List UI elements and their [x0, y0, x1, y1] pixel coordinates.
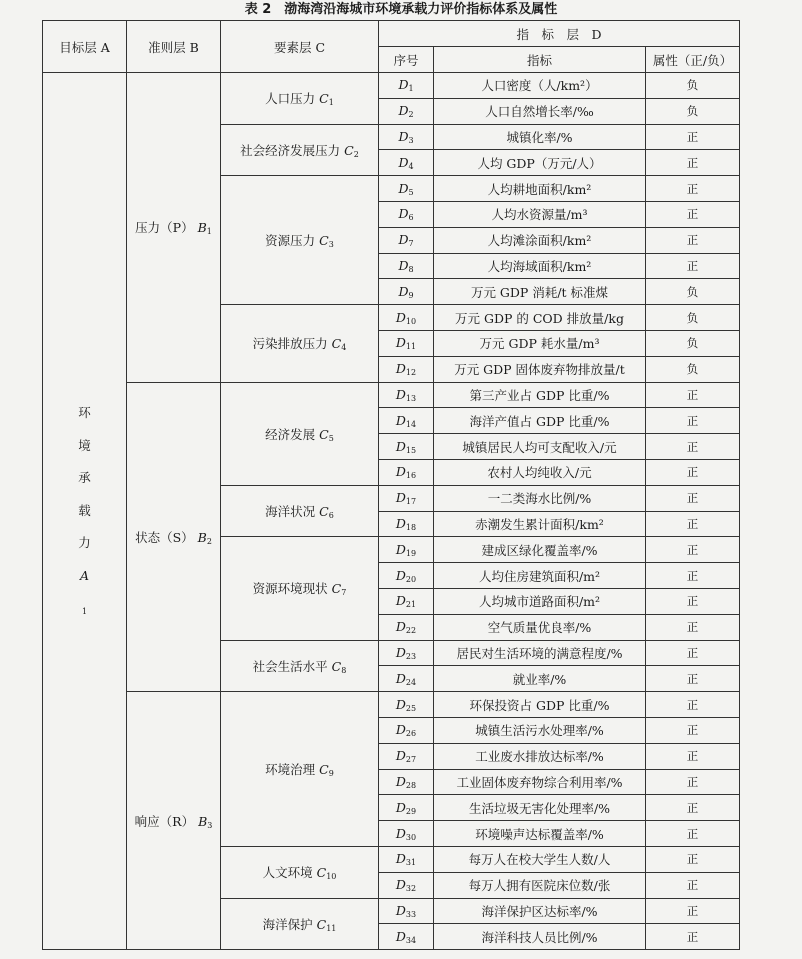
- code-subscript: 28: [405, 780, 417, 790]
- code-letter: D: [398, 180, 409, 196]
- table-row: [43, 692, 740, 718]
- code-letter: D: [395, 464, 406, 480]
- target-cell: [43, 73, 127, 950]
- code-letter: C: [319, 762, 329, 778]
- code-subscript: 11: [405, 342, 417, 352]
- attribute-cell: 正: [646, 640, 740, 666]
- header-attribute: 属性（正/负）: [646, 47, 740, 73]
- seq-cell: [379, 227, 434, 253]
- seq-cell: [379, 692, 434, 718]
- element-cell: [221, 382, 379, 485]
- code-letter: D: [395, 309, 406, 325]
- seq-cell: [379, 563, 434, 589]
- code-letter: D: [395, 799, 406, 815]
- indicator-cell: 空气质量优良率/%: [434, 614, 646, 640]
- attribute-cell: 正: [646, 563, 740, 589]
- indicator-cell: 人均耕地面积/km²: [434, 176, 646, 202]
- indicator-cell: 人均海域面积/km²: [434, 253, 646, 279]
- header-criterion: 准则层 B: [127, 21, 221, 73]
- indicator-cell: 海洋科技人员比例/%: [434, 924, 646, 950]
- indicator-cell: 海洋产值占 GDP 比重/%: [434, 408, 646, 434]
- indicator-cell: 工业固体废弃物综合利用率/%: [434, 769, 646, 795]
- code-letter: D: [395, 541, 406, 557]
- code-letter: C: [316, 865, 327, 881]
- attribute-cell: 正: [646, 382, 740, 408]
- indicator-cell: 人均水资源量/m³: [434, 201, 646, 227]
- code-subscript: 1: [328, 98, 334, 108]
- seq-cell: [379, 459, 434, 485]
- code-subscript: 33: [405, 909, 417, 919]
- attribute-cell: 正: [646, 666, 740, 692]
- indicator-cell: 环保投资占 GDP 比重/%: [434, 692, 646, 718]
- seq-cell: [379, 846, 434, 872]
- criterion-cell: [127, 692, 221, 950]
- code-letter: D: [395, 722, 406, 738]
- seq-cell: [379, 666, 434, 692]
- indicator-cell: 城镇化率/%: [434, 124, 646, 150]
- code-subscript: 1: [206, 227, 212, 237]
- attribute-cell: 正: [646, 692, 740, 718]
- target-char: 承: [78, 470, 91, 486]
- code-subscript: 23: [405, 651, 417, 661]
- code-subscript: 26: [405, 729, 417, 739]
- code-letter: D: [395, 877, 406, 893]
- code-letter: D: [398, 206, 409, 222]
- code-subscript: 34: [405, 935, 417, 945]
- code-subscript: 24: [405, 677, 417, 687]
- element-cell: [221, 692, 379, 847]
- indicator-cell: 万元 GDP 固体废弃物排放量/t: [434, 356, 646, 382]
- indicator-cell: 人均滩涂面积/km²: [434, 227, 646, 253]
- code-subscript: 7: [408, 239, 414, 249]
- code-letter: D: [395, 644, 406, 660]
- element-cell: [221, 846, 379, 898]
- criterion-label: 响应（R）: [134, 813, 195, 829]
- target-code: [43, 560, 126, 625]
- code-letter: D: [398, 283, 409, 299]
- code-subscript: 2: [353, 149, 359, 159]
- code-subscript: 29: [405, 806, 417, 816]
- code-subscript: 27: [405, 755, 417, 765]
- attribute-cell: 正: [646, 434, 740, 460]
- seq-cell: [379, 330, 434, 356]
- code-subscript: 4: [408, 161, 414, 171]
- seq-cell: [379, 872, 434, 898]
- target-char: 环: [78, 405, 91, 421]
- indicator-cell: 每万人在校大学生人数/人: [434, 846, 646, 872]
- element-label: 环境治理: [265, 762, 316, 778]
- code-letter: D: [395, 386, 406, 402]
- attribute-cell: 正: [646, 253, 740, 279]
- indicator-table: [42, 20, 740, 950]
- code-subscript: 31: [405, 858, 417, 868]
- code-subscript: 17: [405, 497, 417, 507]
- indicator-cell: 万元 GDP 耗水量/m³: [434, 330, 646, 356]
- attribute-cell: 正: [646, 227, 740, 253]
- code-letter: C: [319, 504, 329, 520]
- code-subscript: 10: [326, 872, 337, 882]
- indicator-cell: 第三产业占 GDP 比重/%: [434, 382, 646, 408]
- attribute-cell: 正: [646, 795, 740, 821]
- code-letter: A: [79, 567, 90, 583]
- attribute-cell: 负: [646, 279, 740, 305]
- seq-cell: [379, 176, 434, 202]
- code-letter: C: [319, 426, 329, 442]
- code-letter: D: [395, 902, 406, 918]
- element-cell: [221, 73, 379, 125]
- element-cell: [221, 537, 379, 640]
- code-letter: D: [395, 825, 406, 841]
- code-subscript: 3: [207, 820, 213, 830]
- seq-cell: [379, 253, 434, 279]
- criterion-cell: [127, 73, 221, 383]
- code-letter: D: [395, 515, 406, 531]
- code-subscript: 16: [405, 471, 417, 481]
- code-subscript: 18: [405, 522, 417, 532]
- seq-cell: [379, 511, 434, 537]
- code-subscript: 4: [341, 343, 347, 353]
- seq-cell: [379, 743, 434, 769]
- attribute-cell: 正: [646, 176, 740, 202]
- code-letter: D: [395, 928, 406, 944]
- code-subscript: 14: [405, 419, 417, 429]
- seq-cell: [379, 124, 434, 150]
- seq-cell: [379, 201, 434, 227]
- seq-cell: [379, 769, 434, 795]
- indicator-cell: 农村人均纯收入/元: [434, 459, 646, 485]
- attribute-cell: 正: [646, 201, 740, 227]
- code-letter: D: [398, 128, 409, 144]
- code-subscript: 22: [405, 626, 417, 636]
- seq-cell: [379, 485, 434, 511]
- code-letter: C: [344, 142, 354, 158]
- table-row: [43, 382, 740, 408]
- attribute-cell: 正: [646, 769, 740, 795]
- code-letter: D: [395, 851, 406, 867]
- element-cell: [221, 485, 379, 537]
- code-subscript: 19: [405, 548, 417, 558]
- indicator-cell: 居民对生活环境的满意程度/%: [434, 640, 646, 666]
- code-letter: D: [398, 232, 409, 248]
- code-subscript: 12: [405, 368, 417, 378]
- code-letter: D: [395, 748, 406, 764]
- element-cell: [221, 305, 379, 382]
- indicator-cell: 建成区绿化覆盖率/%: [434, 537, 646, 563]
- code-letter: C: [331, 581, 342, 597]
- attribute-cell: 正: [646, 872, 740, 898]
- attribute-cell: 正: [646, 485, 740, 511]
- code-letter: D: [395, 773, 406, 789]
- indicator-cell: 万元 GDP 的 COD 排放量/kg: [434, 305, 646, 331]
- seq-cell: [379, 588, 434, 614]
- code-letter: D: [398, 257, 409, 273]
- attribute-cell: 正: [646, 588, 740, 614]
- seq-cell: [379, 408, 434, 434]
- seq-cell: [379, 640, 434, 666]
- indicator-cell: 城镇生活污水处理率/%: [434, 717, 646, 743]
- indicator-cell: 一二类海水比例/%: [434, 485, 646, 511]
- indicator-cell: 人均 GDP（万元/人）: [434, 150, 646, 176]
- element-label: 人口压力: [265, 91, 316, 107]
- indicator-cell: 生活垃圾无害化处理率/%: [434, 795, 646, 821]
- element-cell: [221, 176, 379, 305]
- code-letter: D: [395, 490, 406, 506]
- code-letter: D: [395, 412, 406, 428]
- code-subscript: 1: [81, 607, 88, 617]
- seq-cell: [379, 614, 434, 640]
- code-letter: C: [331, 658, 342, 674]
- header-element: 要素层 C: [221, 21, 379, 73]
- seq-cell: [379, 356, 434, 382]
- code-subscript: 13: [405, 393, 417, 403]
- code-subscript: 30: [405, 832, 417, 842]
- attribute-cell: 负: [646, 305, 740, 331]
- seq-cell: [379, 795, 434, 821]
- attribute-cell: 正: [646, 846, 740, 872]
- indicator-cell: 工业废水排放达标率/%: [434, 743, 646, 769]
- element-label: 海洋保护: [262, 916, 313, 932]
- attribute-cell: 正: [646, 614, 740, 640]
- attribute-cell: 负: [646, 330, 740, 356]
- seq-cell: [379, 821, 434, 847]
- code-subscript: 3: [408, 135, 414, 145]
- code-subscript: 25: [405, 703, 417, 713]
- attribute-cell: 负: [646, 356, 740, 382]
- code-letter: D: [395, 567, 406, 583]
- code-letter: D: [395, 335, 406, 351]
- seq-cell: [379, 924, 434, 950]
- seq-cell: [379, 537, 434, 563]
- seq-cell: [379, 73, 434, 99]
- attribute-cell: 正: [646, 408, 740, 434]
- code-letter: C: [331, 336, 342, 352]
- code-letter: D: [395, 619, 406, 635]
- code-letter: D: [398, 154, 409, 170]
- code-letter: C: [316, 916, 327, 932]
- code-letter: B: [197, 529, 207, 545]
- attribute-cell: 正: [646, 898, 740, 924]
- code-letter: C: [319, 233, 329, 249]
- seq-cell: [379, 98, 434, 124]
- element-label: 经济发展: [265, 426, 316, 442]
- element-label: 人文环境: [262, 865, 313, 881]
- indicator-cell: 环境噪声达标覆盖率/%: [434, 821, 646, 847]
- indicator-cell: 赤潮发生累计面积/km²: [434, 511, 646, 537]
- seq-cell: [379, 382, 434, 408]
- indicator-cell: 万元 GDP 消耗/t 标准煤: [434, 279, 646, 305]
- indicator-cell: 人口密度（人/km²）: [434, 73, 646, 99]
- indicator-cell: 就业率/%: [434, 666, 646, 692]
- attribute-cell: 正: [646, 537, 740, 563]
- code-letter: B: [197, 220, 207, 236]
- criterion-cell: [127, 382, 221, 692]
- seq-cell: [379, 305, 434, 331]
- target-char: 力: [78, 535, 91, 551]
- element-label: 社会生活水平: [252, 658, 328, 674]
- code-subscript: 1: [408, 84, 414, 94]
- code-subscript: 8: [408, 264, 414, 274]
- indicator-cell: 人均城市道路面积/m²: [434, 588, 646, 614]
- code-subscript: 7: [341, 588, 347, 598]
- attribute-cell: 正: [646, 743, 740, 769]
- code-subscript: 5: [408, 187, 414, 197]
- code-subscript: 8: [341, 665, 347, 675]
- code-letter: D: [395, 696, 406, 712]
- code-subscript: 2: [206, 536, 212, 546]
- attribute-cell: 负: [646, 73, 740, 99]
- attribute-cell: 正: [646, 924, 740, 950]
- element-cell: [221, 124, 379, 176]
- element-label: 资源压力: [265, 233, 316, 249]
- header-target: 目标层 A: [43, 21, 127, 73]
- code-subscript: 20: [405, 574, 417, 584]
- criterion-label: 状态（S）: [135, 529, 194, 545]
- element-cell: [221, 898, 379, 950]
- element-label: 污染排放压力: [252, 336, 328, 352]
- attribute-cell: 正: [646, 459, 740, 485]
- seq-cell: [379, 434, 434, 460]
- code-subscript: 15: [405, 445, 417, 455]
- code-subscript: 9: [328, 769, 334, 779]
- indicator-cell: 每万人拥有医院床位数/张: [434, 872, 646, 898]
- code-letter: D: [395, 670, 406, 686]
- target-char: 境: [78, 437, 91, 453]
- code-subscript: 11: [326, 923, 337, 933]
- table-caption: 表 2 渤海湾沿海城市环境承载力评价指标体系及属性: [244, 2, 558, 17]
- code-subscript: 10: [405, 316, 417, 326]
- code-subscript: 32: [405, 884, 417, 894]
- element-label: 社会经济发展压力: [240, 142, 341, 158]
- element-cell: [221, 640, 379, 692]
- indicator-cell: 城镇居民人均可支配收入/元: [434, 434, 646, 460]
- table-row: [43, 73, 740, 99]
- criterion-label: 压力（P）: [135, 220, 194, 236]
- code-letter: B: [198, 813, 208, 829]
- code-letter: D: [398, 77, 409, 93]
- seq-cell: [379, 150, 434, 176]
- attribute-cell: 正: [646, 717, 740, 743]
- attribute-cell: 正: [646, 821, 740, 847]
- target-char: 载: [78, 502, 91, 518]
- seq-cell: [379, 279, 434, 305]
- attribute-cell: 正: [646, 124, 740, 150]
- code-letter: C: [319, 91, 329, 107]
- element-label: 资源环境现状: [252, 581, 328, 597]
- code-subscript: 2: [408, 110, 414, 120]
- code-letter: D: [398, 103, 409, 119]
- seq-cell: [379, 717, 434, 743]
- code-subscript: 5: [328, 433, 334, 443]
- attribute-cell: 负: [646, 98, 740, 124]
- attribute-cell: 正: [646, 511, 740, 537]
- header-indicator: 指标: [434, 47, 646, 73]
- code-subscript: 3: [328, 240, 334, 250]
- header-indicator-group: 指 标 层 D: [379, 21, 740, 47]
- indicator-cell: 人均住房建筑面积/m²: [434, 563, 646, 589]
- code-subscript: 21: [405, 600, 417, 610]
- code-subscript: 6: [328, 511, 334, 521]
- indicator-cell: 人口自然增长率/‰: [434, 98, 646, 124]
- code-letter: D: [395, 593, 406, 609]
- element-label: 海洋状况: [265, 504, 316, 520]
- code-subscript: 6: [408, 213, 414, 223]
- attribute-cell: 正: [646, 150, 740, 176]
- indicator-cell: 海洋保护区达标率/%: [434, 898, 646, 924]
- code-letter: D: [395, 438, 406, 454]
- header-seq: 序号: [379, 47, 434, 73]
- code-subscript: 9: [408, 290, 414, 300]
- code-letter: D: [395, 361, 406, 377]
- seq-cell: [379, 898, 434, 924]
